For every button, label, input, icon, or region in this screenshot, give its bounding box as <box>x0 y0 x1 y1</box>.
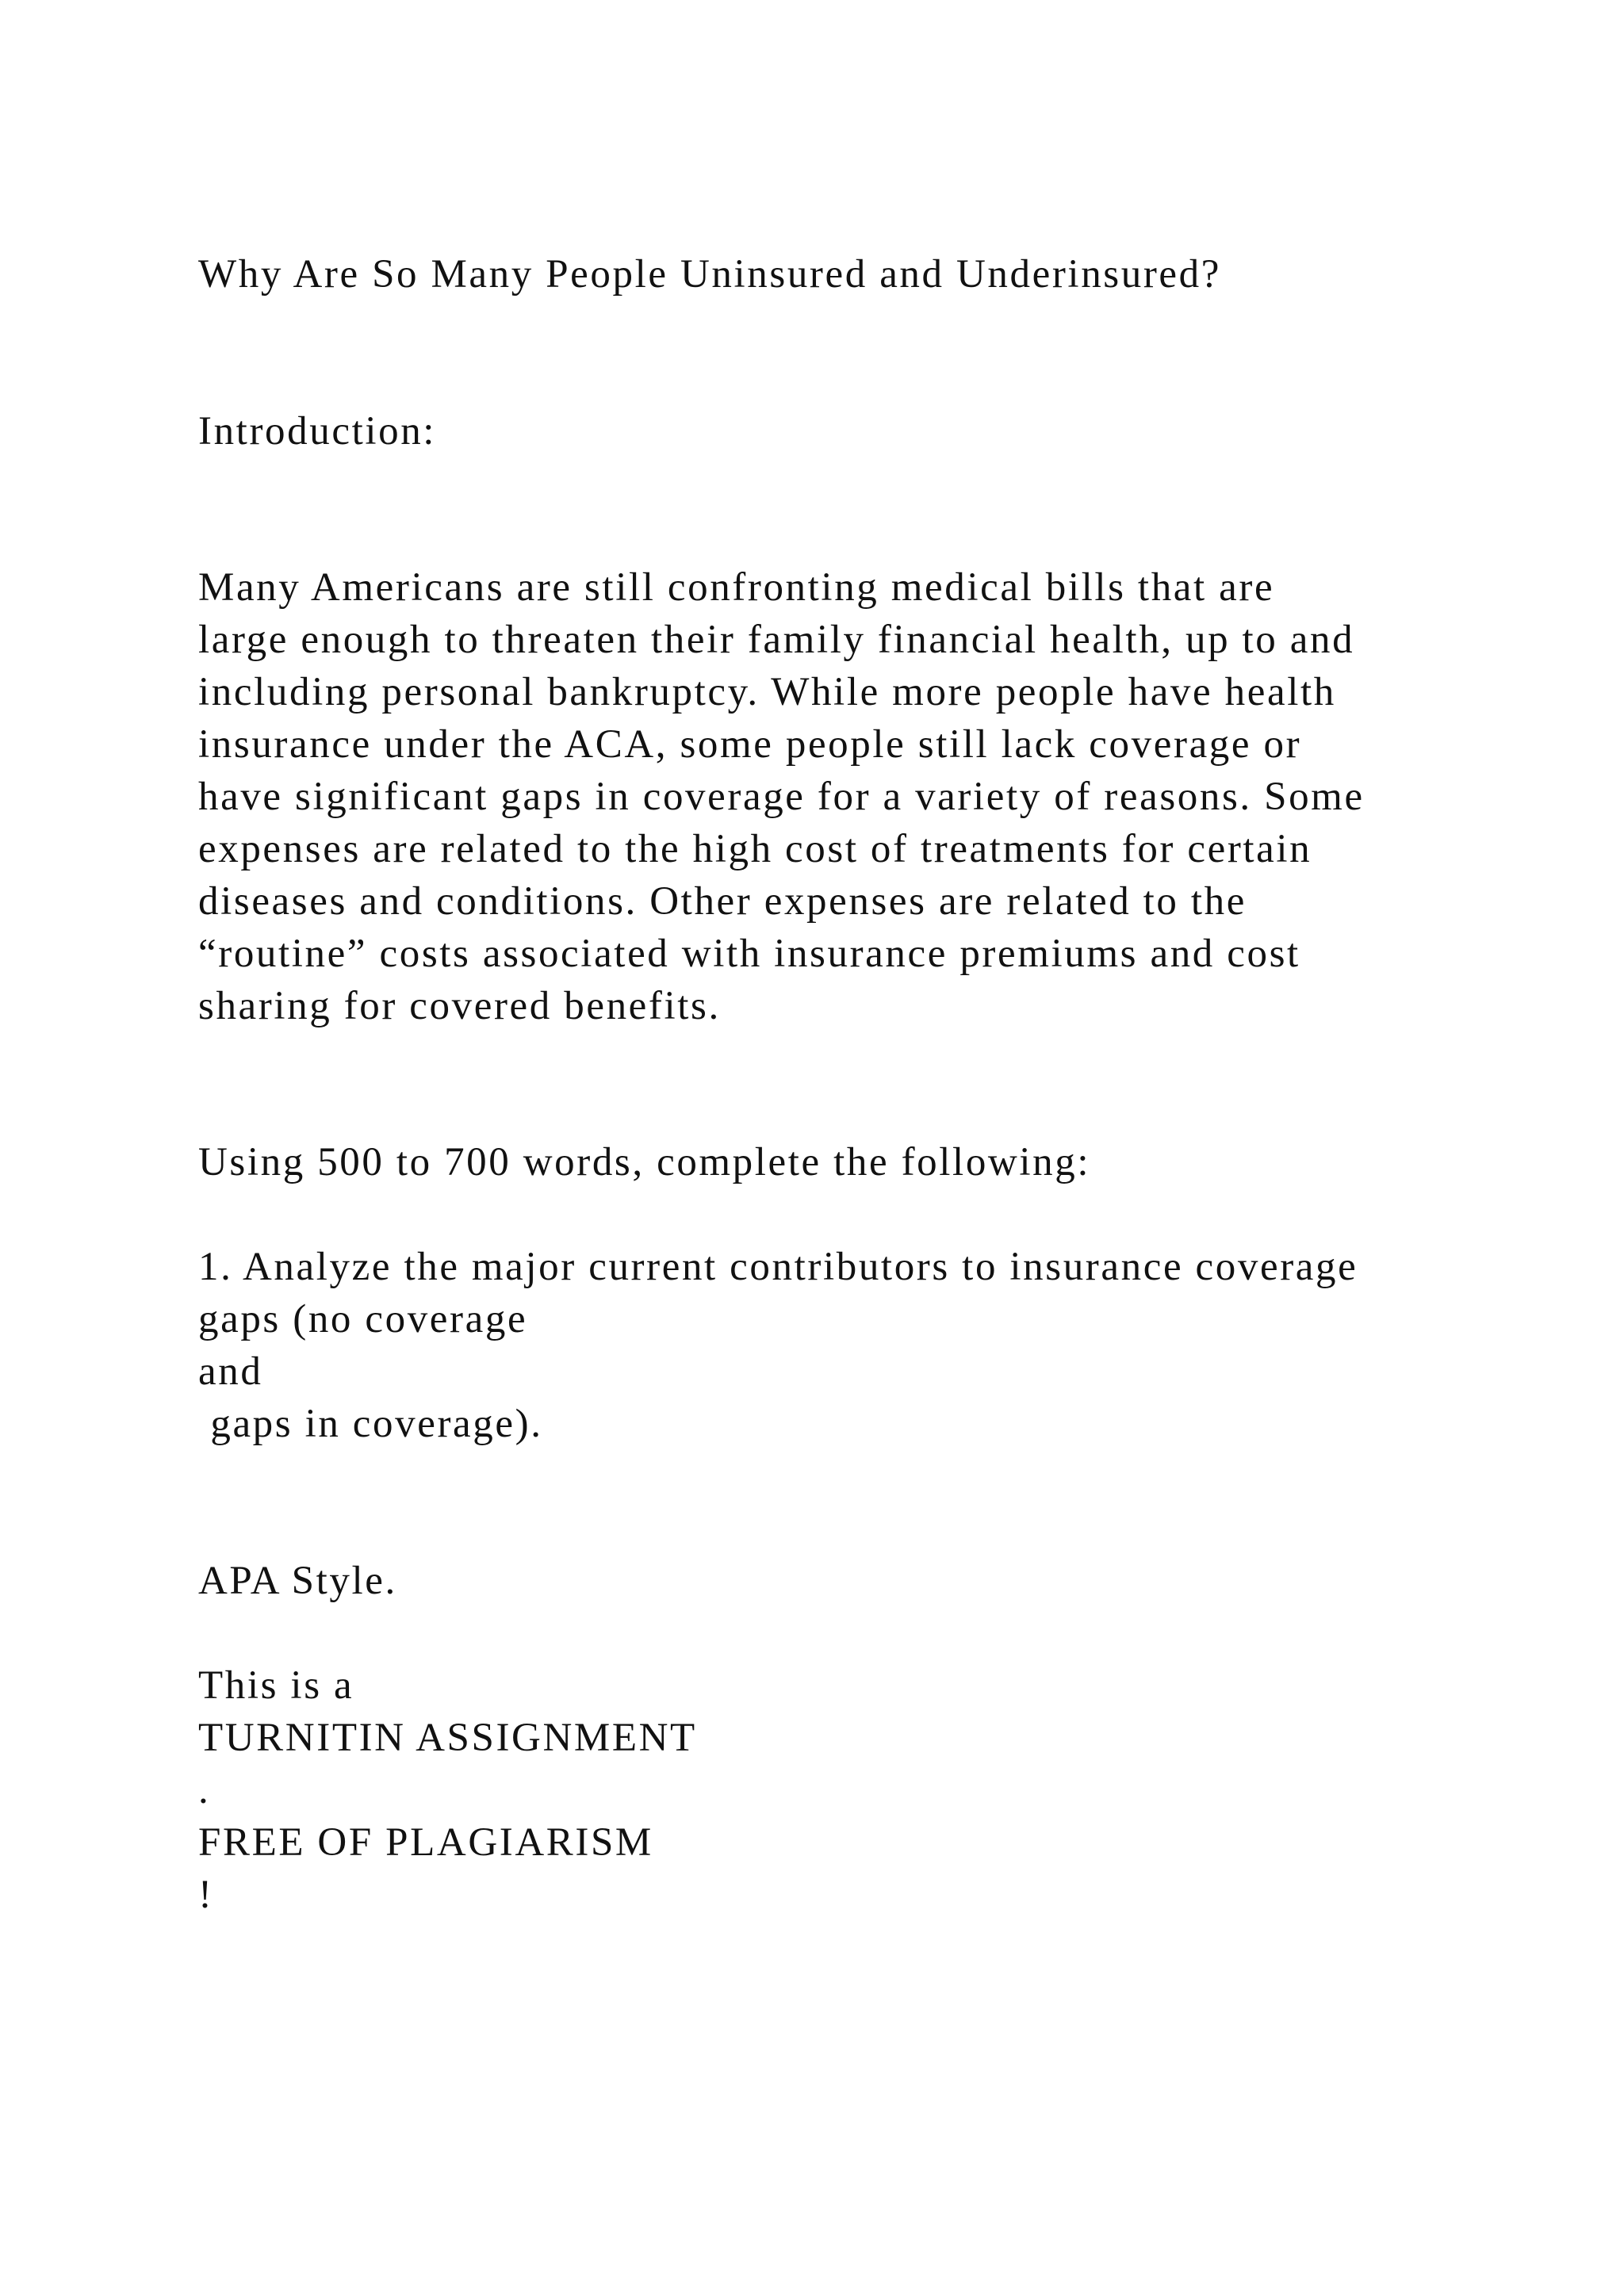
instruction-text: Using 500 to 700 words, complete the following: <box>198 1140 1091 1184</box>
intro-line: have significant gaps in coverage for a variety of reasons. Some <box>198 775 1365 819</box>
intro-line: “routine” costs associated with insurance premiums and cost <box>198 932 1300 976</box>
closing-line: FREE OF PLAGIARISM <box>198 1820 653 1865</box>
document-title: Why Are So Many People Uninsured and Underinsured? <box>198 252 1222 297</box>
closing-line: This is a <box>198 1663 354 1708</box>
closing-line: TURNITIN ASSIGNMENT <box>198 1716 697 1760</box>
intro-line: sharing for covered benefits. <box>198 984 721 1028</box>
intro-line: Many Americans are still confronting medical bills that are <box>198 565 1275 610</box>
intro-line: large enough to threaten their family financial health, up to and <box>198 618 1355 662</box>
task-line: gaps (no coverage <box>198 1297 528 1341</box>
task-line: gaps in coverage). <box>198 1402 543 1446</box>
intro-heading: Introduction: <box>198 409 437 453</box>
closing-line: ! <box>198 1873 214 1917</box>
intro-line: including personal bankruptcy. While more people have health <box>198 670 1336 714</box>
intro-line: expenses are related to the high cost of treatments for certain <box>198 827 1312 871</box>
task-line: 1. Analyze the major current contributors to insurance coverage <box>198 1245 1358 1289</box>
task-line: and <box>198 1349 263 1394</box>
intro-line: insurance under the ACA, some people still lack coverage or <box>198 722 1302 767</box>
intro-line: diseases and conditions. Other expenses are related to the <box>198 879 1247 924</box>
closing-line: . <box>198 1768 211 1812</box>
style-note: APA Style. <box>198 1559 397 1603</box>
